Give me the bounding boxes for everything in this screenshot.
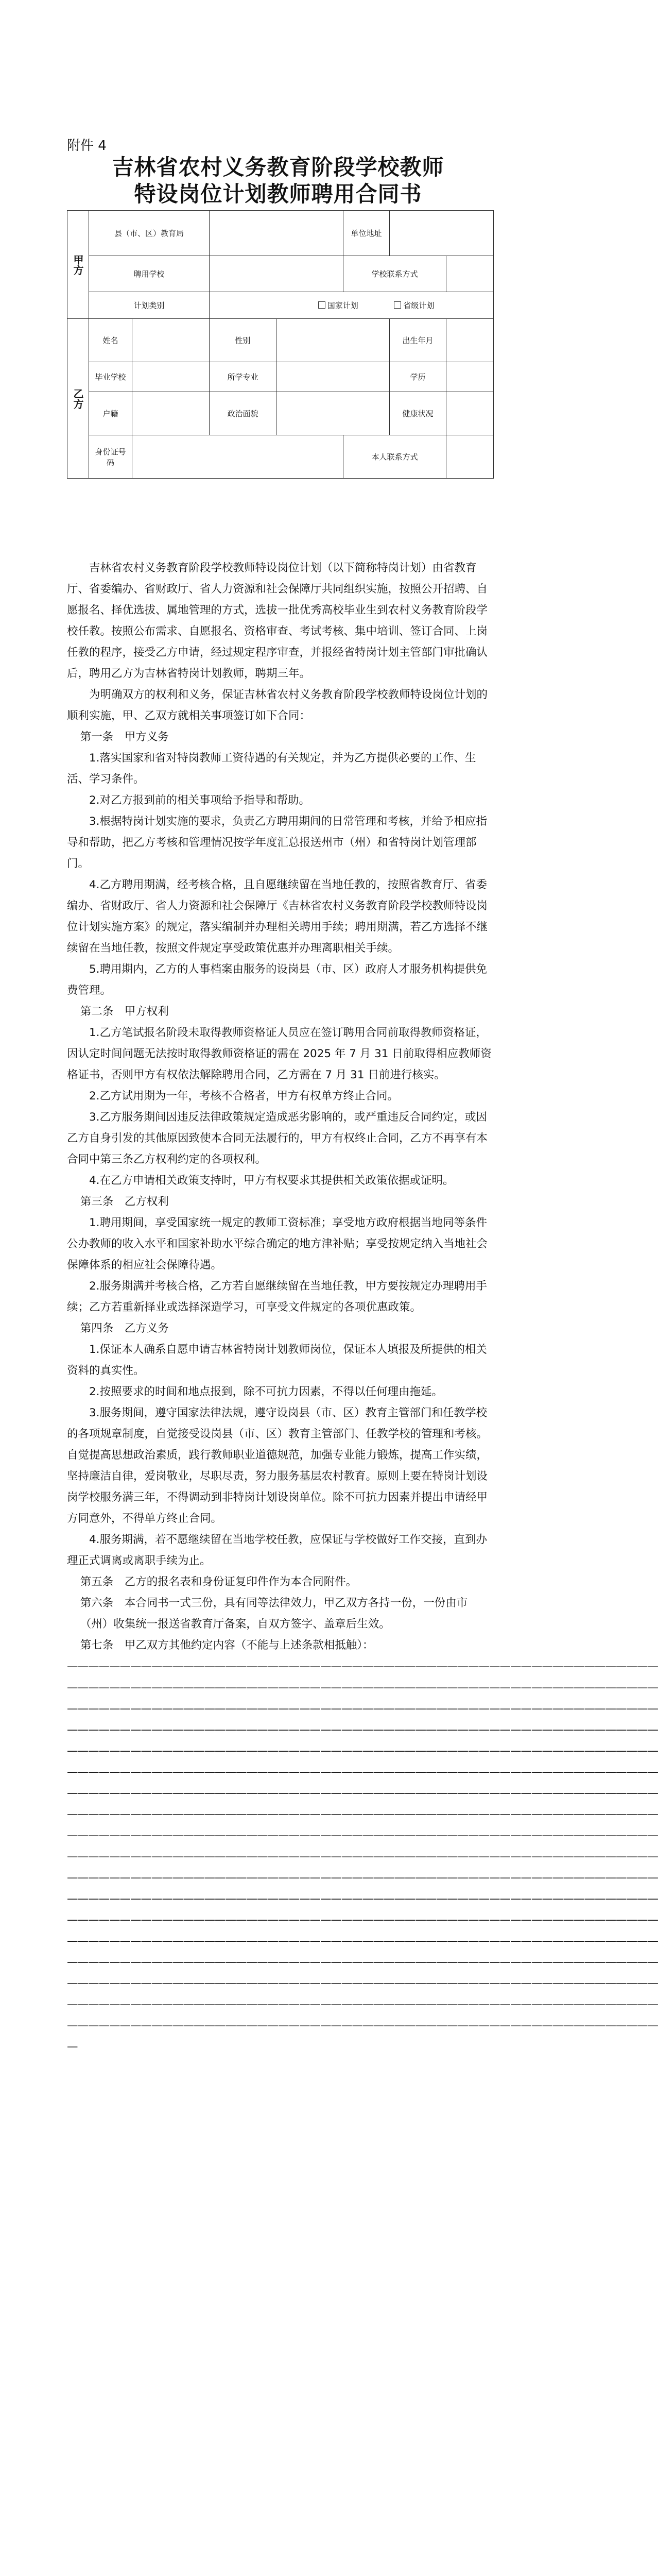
body-paragraph: 5.聘用期内，乙方的人事档案由服务的设岗县（市、区）政府人才服务机构提供免费管理。 xyxy=(67,963,488,997)
body-paragraph: 第一条 甲方义务 xyxy=(80,731,169,743)
blank-line[interactable]: ———————————————————————————————————————————————————————— xyxy=(67,1998,658,2011)
blank-line[interactable]: ———————————————————————————————————————————————————————— xyxy=(67,2019,658,2032)
hire-school-field[interactable] xyxy=(210,256,343,292)
blank-line[interactable]: ———————————————————————————————————————————————————————— xyxy=(67,1829,658,1842)
blank-line[interactable]: ———————————————————————————————————————————————————————— xyxy=(67,1702,658,1715)
body-paragraph: 2.服务期满并考核合格，乙方若自愿继续留在当地任教，甲方要按规定办理聘用手续；乙方若重新择业或选择深造学习，可享受文件规定的各项优惠政策。 xyxy=(67,1280,488,1314)
body-paragraph: 第七条 甲乙双方其他约定内容（不能与上述条款相抵触）： xyxy=(80,1639,374,1652)
graduate-school-field[interactable] xyxy=(132,362,210,392)
blank-line[interactable]: ———————————————————————————————————————————————————————— xyxy=(67,1913,658,1926)
plan-category-label: 计划类别 xyxy=(89,292,210,319)
body-paragraph: 第四条 乙方义务 xyxy=(80,1322,169,1335)
blank-line[interactable]: ———————————————————————————————————————————————————————— xyxy=(67,1787,658,1800)
blank-line[interactable]: ———————————————————————————————————————————————————————— xyxy=(67,1977,658,1990)
local-plan-label: 省级计划 xyxy=(403,301,435,310)
blank-line[interactable]: — xyxy=(67,2040,78,2053)
blank-line[interactable]: ———————————————————————————————————————————————————————— xyxy=(67,1723,658,1736)
political-field[interactable] xyxy=(276,392,390,435)
hukou-field[interactable] xyxy=(132,392,210,435)
local-plan-checkbox[interactable] xyxy=(394,301,401,309)
body-paragraph: 3.乙方服务期间因违反法律政策规定造成恶劣影响的，或严重违反合同约定，或因乙方自身引发的其他原因致使本合同无法履行的，甲方有权终止合同，乙方不再享有本合同中第三条乙方权利约定的各项权利。 xyxy=(67,1111,488,1166)
gender-field[interactable] xyxy=(276,319,390,362)
parties-table xyxy=(67,210,494,479)
body-paragraph: 3.根据特岗计划实施的要求，负责乙方聘用期间的日常管理和考核，并给予相应指导和帮助，把乙方考核和管理情况按学年度汇总报送州市（州）和省特岗计划管理部门。 xyxy=(67,815,488,870)
body-paragraph: 为明确双方的权利和义务，保证吉林省农村义务教育阶段学校教师特设岗位计划的顺利实施，甲、乙双方就相关事项签订如下合同： xyxy=(67,688,488,722)
body-paragraph: 1.聘用期间，享受国家统一规定的教师工资标准；享受地方政府根据当地同等条件公办教师的收入水平和国家补助水平综合确定的地方津补贴；享受按规定纳入当地社会保障体系的相应社会保障待遇。 xyxy=(67,1216,488,1272)
major-field[interactable] xyxy=(276,362,390,392)
blank-line[interactable]: ———————————————————————————————————————————————————————— xyxy=(67,1935,658,1947)
county-bureau-field[interactable] xyxy=(210,211,343,256)
body-paragraph: 1.落实国家和省对特岗教师工资待遇的有关规定，并为乙方提供必要的工作、生活、学习条件。 xyxy=(67,752,476,786)
party-b-label: 乙方 xyxy=(67,319,89,479)
hukou-label: 户籍 xyxy=(89,392,132,435)
blank-line[interactable]: ———————————————————————————————————————————————————————— xyxy=(67,1850,658,1863)
body-paragraph: 4.服务期满，若不愿继续留在当地学校任教，应保证与学校做好工作交接，直到办理正式调离或离职手续为止。 xyxy=(67,1533,488,1567)
body-paragraph: 第二条 甲方权利 xyxy=(80,1005,169,1018)
body-paragraph: 2.按照要求的时间和地点报到，除不可抗力因素，不得以任何理由拖延。 xyxy=(89,1385,443,1398)
body-paragraph: 4.在乙方申请相关政策支持时，甲方有权要求其提供相关政策依据或证明。 xyxy=(89,1174,454,1187)
hire-school-label: 聘用学校 xyxy=(89,256,210,292)
body-paragraph: 第三条 乙方权利 xyxy=(80,1195,169,1208)
contact-field[interactable] xyxy=(446,435,494,479)
blank-line[interactable]: ———————————————————————————————————————————————————————— xyxy=(67,1871,658,1884)
birth-label: 出生年月 xyxy=(390,319,446,362)
body-paragraph: 3.服务期间，遵守国家法律法规，遵守设岗县（市、区）教育主管部门和任教学校的各项规章制度，自觉接受设岗县（市、区）教育主管部门、任教学校的管理和考核。自觉提高思想政治素质，践行教师职业道德规范，加强专业能力锻炼，提高工作实绩，坚持廉洁自律，爱岗敬业，尽职尽责，努力服务基层农村教育。原则上要在特岗计划设岗学校服务满三年，不得调动到非特岗计划设岗单位。除不可抗力因素并提出申请经甲方同意外，不得单方终止合同。 xyxy=(67,1406,488,1525)
unit-address-field[interactable] xyxy=(390,211,494,256)
body-paragraph: 1.保证本人确系自愿申请吉林省特岗计划教师岗位，保证本人填报及所提供的相关资料的真实性。 xyxy=(67,1343,488,1377)
graduate-school-label: 毕业学校 xyxy=(89,362,132,392)
body-paragraph: 1.乙方笔试报名阶段未取得教师资格证人员应在签订聘用合同前取得教师资格证，因认定时间问题无法按时取得教师资格证的需在 2025 年 7 月 31 日前取得相应教师资格证书，否则甲方有权依法解除聘用合同，乙方需在 7 月 31 日前进行核实。 xyxy=(67,1026,492,1081)
national-plan-checkbox[interactable] xyxy=(318,301,325,309)
school-contact-field[interactable] xyxy=(446,256,494,292)
degree-label: 学历 xyxy=(390,362,446,392)
attachment-label: 附件 4 xyxy=(67,138,107,154)
school-contact-label: 学校联系方式 xyxy=(343,256,446,292)
blank-line[interactable]: ———————————————————————————————————————————————————————— xyxy=(67,1766,658,1778)
health-field[interactable] xyxy=(446,392,494,435)
name-label: 姓名 xyxy=(89,319,132,362)
contact-label: 本人联系方式 xyxy=(343,435,446,479)
political-label: 政治面貌 xyxy=(210,392,276,435)
body-paragraph: 第六条 本合同书一式三份，具有同等法律效力，甲乙双方各持一份，一份由市（州）收集统一报送省教育厅备案，自双方签字、盖章后生效。 xyxy=(80,1597,468,1631)
county-bureau-label: 县（市、区）教育局 xyxy=(89,211,210,256)
body-paragraph: 2.乙方试用期为一年，考核不合格者，甲方有权单方终止合同。 xyxy=(89,1090,399,1103)
blank-line[interactable]: ———————————————————————————————————————————————————————— xyxy=(67,1892,658,1905)
degree-field[interactable] xyxy=(446,362,494,392)
title-line-1: 吉林省农村义务教育阶段学校教师 xyxy=(112,155,444,180)
blank-line[interactable]: ———————————————————————————————————————————————————————— xyxy=(67,1808,658,1821)
blank-line[interactable]: ———————————————————————————————————————————————————————— xyxy=(67,1660,658,1673)
gender-label: 性别 xyxy=(210,319,276,362)
national-plan-label: 国家计划 xyxy=(327,301,358,310)
major-label: 所学专业 xyxy=(210,362,276,392)
birth-field[interactable] xyxy=(446,319,494,362)
contract-body xyxy=(67,557,658,2057)
id-number-field[interactable] xyxy=(132,435,343,479)
id-number-label: 身份证号码 xyxy=(89,435,132,479)
body-paragraph: 第五条 乙方的报名表和身份证复印件作为本合同附件。 xyxy=(80,1575,357,1588)
title-line-2: 特设岗位计划教师聘用合同书 xyxy=(134,181,422,207)
party-a-label: 甲方 xyxy=(67,211,89,319)
name-field[interactable] xyxy=(132,319,210,362)
body-paragraph: 2.对乙方报到前的相关事项给予指导和帮助。 xyxy=(89,794,310,807)
body-paragraph: 吉林省农村义务教育阶段学校教师特设岗位计划（以下简称特岗计划）由省教育厅、省委编办、省财政厅、省人力资源和社会保障厅共同组织实施，按照公开招聘、自愿报名、择优选拔、属地管理的方式，选拔一批优秀高校毕业生到农村义务教育阶段学校任教。按照公布需求、自愿报名、资格审查、考试考核、集中培训、签订合同、上岗任教的程序，接受乙方申请，经过规定程序审查，并报经省特岗计划主管部门审批确认后，聘用乙方为吉林省特岗计划教师，聘期三年。 xyxy=(67,562,488,680)
health-label: 健康状况 xyxy=(390,392,446,435)
blank-line[interactable]: ———————————————————————————————————————————————————————— xyxy=(67,1681,658,1694)
blank-line[interactable]: ———————————————————————————————————————————————————————— xyxy=(67,1956,658,1969)
unit-address-label: 单位地址 xyxy=(343,211,390,256)
body-paragraph: 4.乙方聘用期满，经考核合格，且自愿继续留在当地任教的，按照省教育厅、省委编办、省财政厅、省人力资源和社会保障厅《吉林省农村义务教育阶段学校教师特设岗位计划实施方案》的规定，落实编制并办理相关聘用手续；聘用期满，若乙方选择不继续留在当地任教，按照文件规定享受政策优惠并办理离职相关手续。 xyxy=(67,878,488,955)
blank-line[interactable]: ———————————————————————————————————————————————————————— xyxy=(67,1744,658,1757)
